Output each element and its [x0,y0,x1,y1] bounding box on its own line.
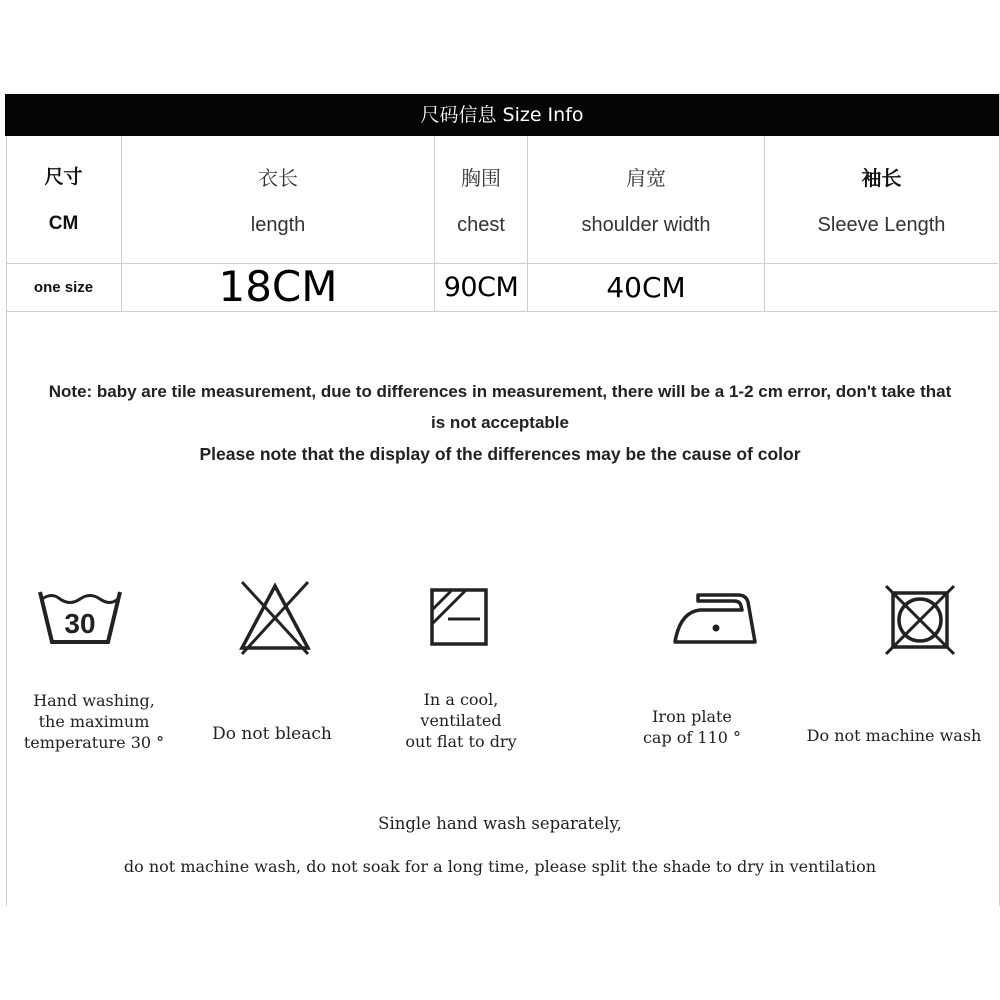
row-cell-chest [435,264,528,312]
header-shoulder-zh: 肩宽 [626,168,666,190]
header-cell-size [6,136,122,264]
care-label-iron [618,706,766,748]
dry-flat-line-2: ventilated [420,711,502,730]
header-size-en: CM [48,213,79,234]
wash-temperature-number: 30 [64,608,96,639]
do-not-bleach-icon [238,580,312,656]
row-shoulder-value: 40CM [606,271,686,304]
header-cell-shoulder [528,136,765,264]
care-label-hand-wash [6,690,182,753]
row-chest-value: 90CM [443,272,519,303]
hand-wash-line-3: temperature 30 ° [23,733,165,752]
header-cell-length [122,136,435,264]
row-cell-size [6,264,122,312]
header-sleeve-en: Sleeve Length [817,214,946,236]
dry-flat-shade-icon [430,588,488,646]
row-cell-length [122,264,435,312]
row-cell-sleeve [765,264,998,312]
iron-line-1: Iron plate [652,707,732,726]
no-bleach-line-1: Do not bleach [212,724,332,744]
header-cell-sleeve [765,136,998,264]
row-size-label: one size [33,279,94,296]
note-line-3: Please note that the display of the differences may be the cause of color [199,444,801,464]
size-info-header: 尺码信息 Size Info [5,94,999,136]
header-length-en: length [250,214,306,236]
header-length-zh: 衣长 [258,168,298,190]
row-cell-shoulder [528,264,765,312]
note-line-2: is not acceptable [431,413,569,432]
care-label-dry-flat [372,689,550,752]
wash-instruction-line-1: Single hand wash separately, [378,814,622,833]
row-length-value: 18CM [218,262,338,311]
dry-flat-line-3: out flat to dry [405,732,517,751]
care-label-no-bleach [190,724,354,745]
header-size-zh: 尺寸 [44,167,83,188]
header-cell-chest [435,136,528,264]
hand-wash-30-icon [38,588,122,646]
header-chest-zh: 胸围 [461,168,501,190]
iron-low-heat-icon [672,592,758,646]
header-chest-en: chest [457,214,505,236]
header-sleeve-zh: 袖长 [861,168,902,190]
hand-wash-line-1: Hand washing, [33,691,155,710]
header-shoulder-en: shoulder width [581,214,711,236]
iron-line-2: cap of 110 ° [642,728,742,747]
wash-instruction-line-2: do not machine wash, do not soak for a long time, please split the shade to dry in ventilation [123,857,877,876]
note-line-1: Note: baby are tile measurement, due to differences in measurement, there will be a 1-2 cm error, don't take that [48,382,952,401]
no-machine-line-1: Do not machine wash [806,726,982,745]
hand-wash-line-2: the maximum [38,712,150,731]
care-label-no-machine-wash [794,725,994,746]
size-table [6,136,998,312]
do-not-tumble-dry-icon [884,584,956,656]
dry-flat-line-1: In a cool, [423,690,499,709]
